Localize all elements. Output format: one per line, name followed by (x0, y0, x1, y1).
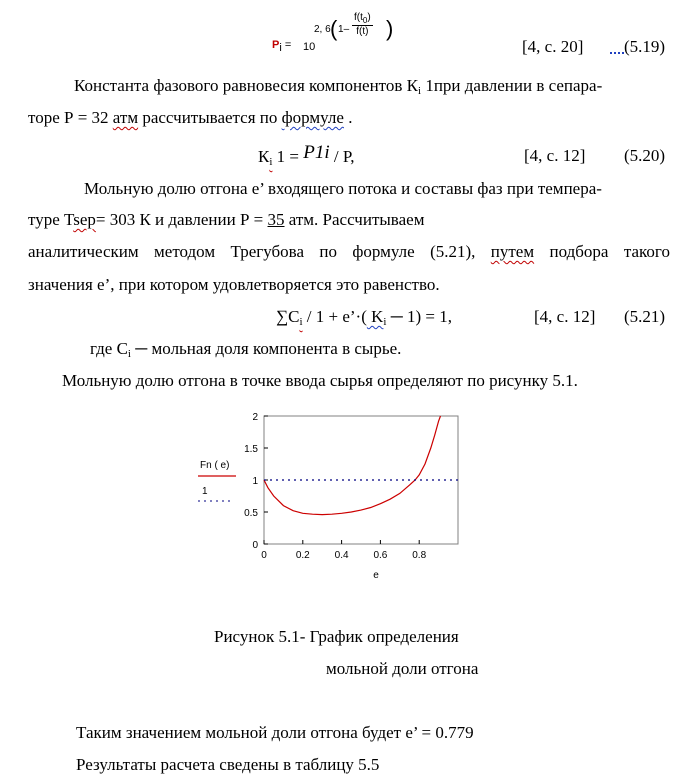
formula-521-mid: / 1 + е’·( (302, 307, 367, 326)
formula-521-ref: [4, с. 12] (534, 307, 596, 326)
y-tick-label-1: 0.5 (244, 508, 258, 519)
para1-line2-b: рассчитывается по (138, 108, 282, 127)
para2-line3-a: аналитическим методом Трегубова по формуле (5.21), (28, 242, 491, 261)
para2-line3-b: подбора такого (534, 242, 670, 261)
formula-521-k: K (366, 307, 384, 326)
para1-line2-a: торе Р = 32 (28, 108, 113, 127)
para1-formula-word: формуле (281, 108, 344, 127)
formula-520-k-rest: 1 = (272, 147, 304, 166)
x-tick-label-1: 0.2 (295, 550, 310, 561)
formula-exp-one: 1 (338, 24, 344, 35)
figure-caption-line1-text: Рисунок 5.1- График определения (214, 627, 459, 646)
formula-lhs-symbol: P (272, 39, 280, 51)
formula-dots (610, 48, 624, 54)
where-a: где C (90, 339, 128, 358)
para2-putem: путем (490, 242, 535, 261)
formula-exp-minus: – (343, 24, 350, 35)
para3 (62, 371, 578, 391)
para1-line1-b: 1при давлении в сепара- (421, 76, 603, 95)
figure-caption-line2 (326, 659, 478, 679)
para2-line4-text: значения е’, при котором удовлетворяется это равенство. (28, 275, 440, 294)
where-b: ─ мольная доля компонента в сырье. (130, 339, 402, 358)
formula-5-19 (272, 6, 672, 56)
para2-line1 (84, 179, 602, 199)
para1-line1-sub: i (418, 85, 422, 97)
para1-line1 (74, 76, 602, 97)
formula-520-k: К (258, 147, 270, 166)
formula-frac-num (352, 12, 373, 26)
para1-line2-c: . (343, 108, 353, 127)
para1-line2 (28, 108, 352, 128)
formula-ref: [4, с. 20] (522, 37, 584, 56)
formula-frac-num-text: f(t (354, 12, 363, 23)
figure-caption-line2-text: мольной доли отгона (326, 659, 479, 678)
x-tick-label-0: 0 (261, 550, 267, 561)
formula-paren-close: ) (386, 16, 394, 41)
formula-exp-body (338, 24, 349, 35)
formula-520-k-sub: i (269, 156, 273, 168)
para2-line3 (28, 242, 670, 262)
formula-521-number: (5.21) (624, 307, 666, 326)
para2-sep: sep (73, 210, 96, 229)
para2-line2 (28, 210, 424, 230)
formula-frac-num-close: ) (367, 12, 371, 23)
y-tick-label-3: 1.5 (244, 444, 258, 455)
para2-line1-text: Мольную долю отгона е’ входящего потока и составы фаз при темпера- (84, 179, 602, 198)
where-sub: i (127, 348, 131, 360)
legend-label-0: Fn ( e) (200, 460, 230, 471)
formula-exp-coef: 2, 6 (314, 24, 331, 35)
formula-521-sum-sub: i (299, 316, 303, 328)
last-line-text: Результаты расчета сведены в таблицу 5.5 (76, 755, 380, 774)
y-tick-label-0: 0 (252, 540, 258, 551)
formula-eq: = (284, 39, 292, 51)
formula-5-21 (276, 307, 452, 328)
y-tick-label-4: 2 (252, 412, 258, 423)
para3-text: Мольную долю отгона в точке ввода сырья определяют по рисунку 5.1. (62, 371, 578, 390)
series-line-0 (264, 416, 441, 515)
x-tick-label-3: 0.6 (373, 550, 388, 561)
formula-520-ref: [4, с. 12] (524, 146, 586, 165)
last-line (76, 755, 379, 775)
formula-base: 10 (303, 41, 316, 53)
para2-line4 (28, 275, 440, 295)
formula-paren-open: ( (330, 16, 338, 41)
formula-520-p1i: P1i (303, 142, 330, 163)
para2-line2-c: атм. Рассчитываем (284, 210, 425, 229)
para1-atm: атм (112, 108, 139, 127)
formula-lhs (272, 39, 291, 54)
formula-frac-num-sub: 0 (362, 16, 368, 25)
x-tick-label-4: 0.8 (412, 550, 427, 561)
formula-lhs-sub: i (279, 42, 282, 54)
formula-fraction (352, 12, 373, 37)
result-text: Таким значением мольной доли отгона будет е’ = 0.779 (76, 723, 474, 742)
formula-number: (5.19) (624, 37, 666, 56)
para2-35: 35 (267, 210, 285, 229)
formula-520-tail: / Р, (329, 147, 355, 166)
y-tick-label-2: 1 (252, 476, 258, 487)
para2-line2-a: туре T (28, 210, 74, 229)
formula-521-sum: ∑C (276, 307, 300, 326)
para2-line2-b: = 303 К и давлении Р = (95, 210, 268, 229)
formula-521-tail: ─ 1) = 1, (386, 307, 453, 326)
para1-line1-a: Константа фазового равновесия компонентов К (74, 76, 419, 95)
mole-fraction-chart (190, 404, 480, 594)
where-line (90, 339, 401, 360)
legend-label-1: 1 (202, 486, 208, 497)
formula-5-20 (258, 142, 355, 168)
formula-521-k-sub: i (383, 316, 387, 328)
figure-caption-line1 (214, 627, 459, 647)
x-axis-label: e (373, 570, 379, 581)
result-line (76, 723, 474, 743)
x-tick-label-2: 0.4 (334, 550, 349, 561)
formula-frac-den: f(t) (356, 26, 369, 37)
formula-520-number: (5.20) (624, 146, 666, 165)
